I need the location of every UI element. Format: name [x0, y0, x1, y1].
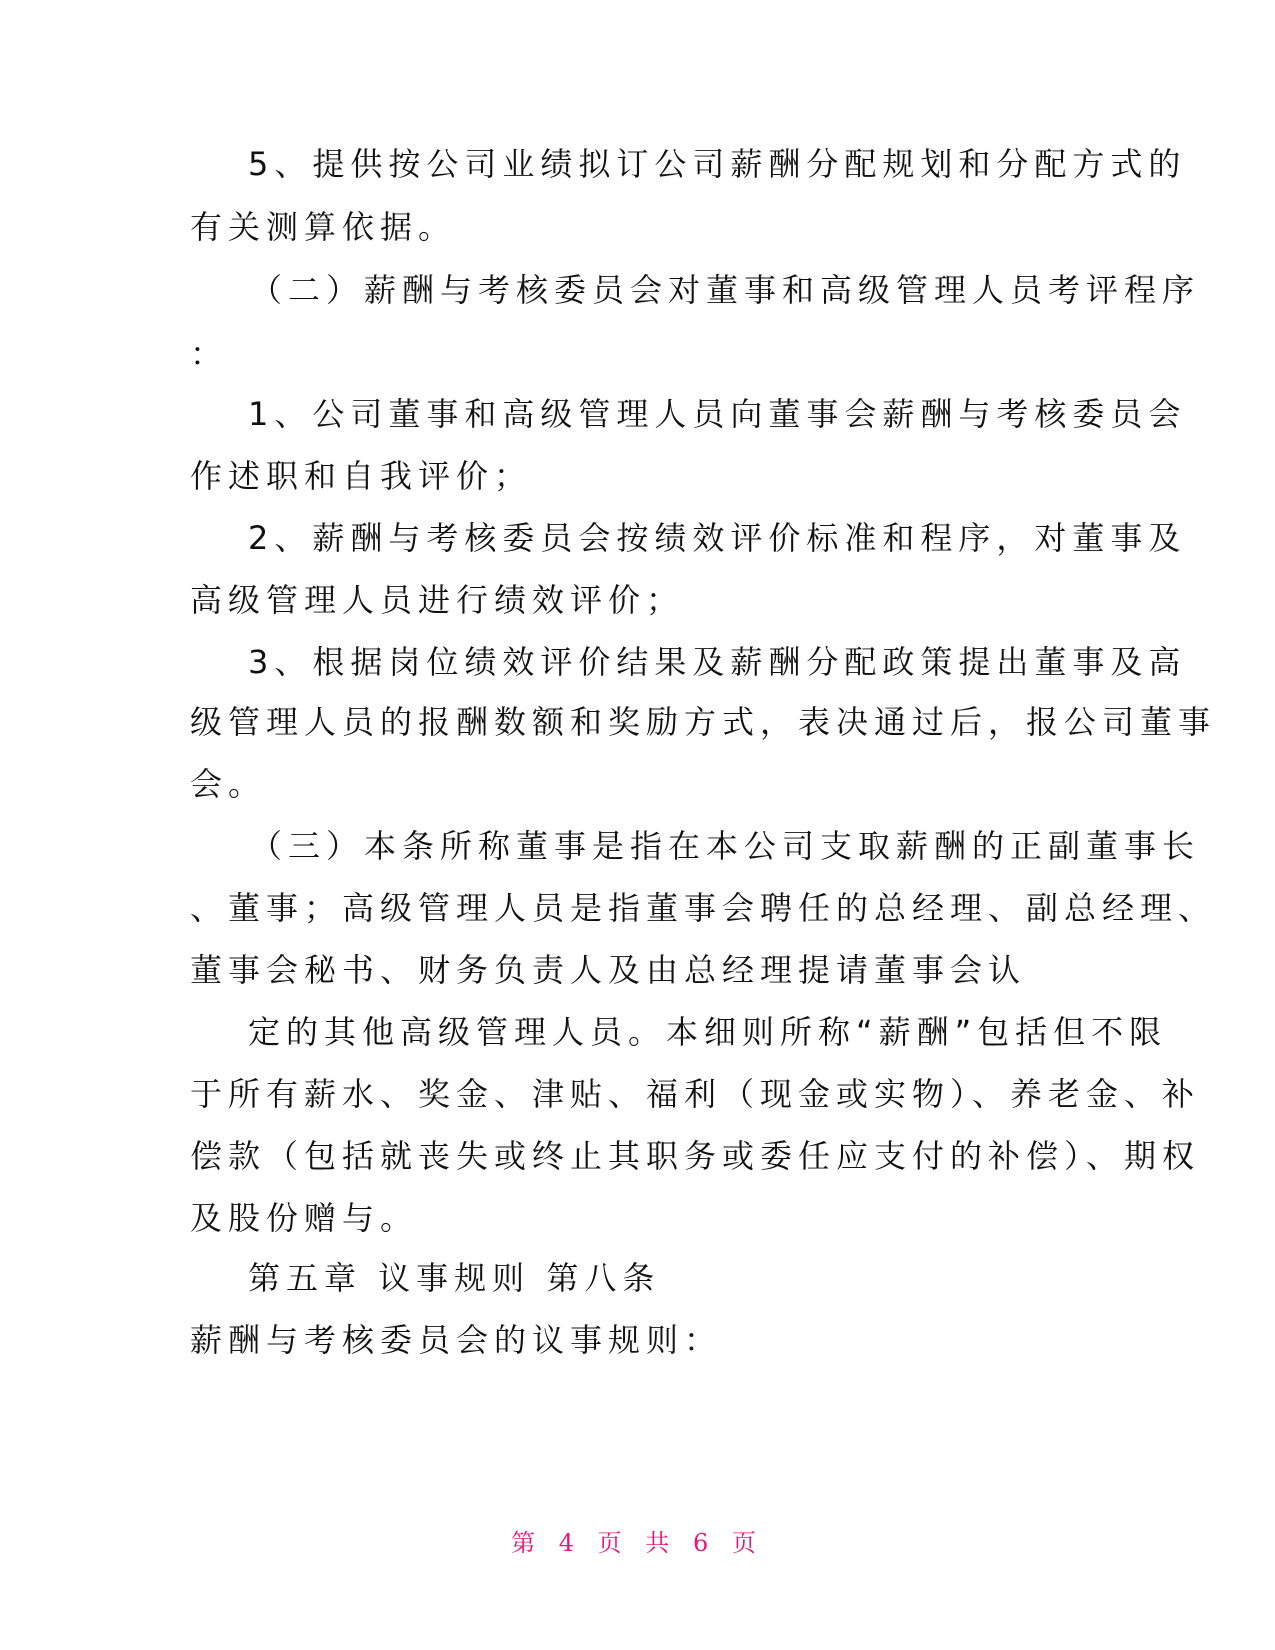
paragraph-line: 级管理人员的报酬数额和奖励方式，表决通过后，报公司董事: [190, 703, 1217, 741]
paragraph-line: 薪酬与考核委员会的议事规则：: [190, 1321, 723, 1359]
paragraph-line: 3、根据岗位绩效评价结果及薪酬分配政策提出董事及高: [248, 643, 1187, 681]
page-number-footer: 第 4 页 共 6 页: [511, 1529, 764, 1557]
paragraph-line: 作述职和自我评价；: [190, 457, 533, 495]
chapter-heading: 第五章 议事规则 第八条: [248, 1259, 661, 1297]
paragraph-line: 1、公司董事和高级管理人员向董事会薪酬与考核委员会: [248, 395, 1187, 433]
paragraph-line: 5、提供按公司业绩拟订公司薪酬分配规划和分配方式的: [248, 145, 1187, 183]
paragraph-line: 有关测算依据。: [190, 208, 457, 246]
paragraph-line: 于所有薪水、奖金、津贴、福利（现金或实物）、养老金、补: [190, 1075, 1201, 1113]
paragraph-line: 、董事；高级管理人员是指董事会聘任的总经理、副总经理、: [190, 889, 1217, 927]
paragraph-line: （三）本条所称董事是指在本公司支取薪酬的正副董事长: [250, 827, 1201, 865]
paragraph-line: 及股份赠与。: [190, 1199, 419, 1237]
paragraph-line: 定的其他高级管理人员。本细则所称“薪酬”包括但不限: [248, 1013, 1168, 1051]
paragraph-line: 2、薪酬与考核委员会按绩效评价标准和程序，对董事及: [248, 519, 1187, 557]
paragraph-line: ：: [190, 335, 229, 373]
paragraph-line: （二）薪酬与考核委员会对董事和高级管理人员考评程序: [250, 271, 1201, 309]
paragraph-line: 高级管理人员进行绩效评价；: [190, 581, 685, 619]
paragraph-line: 偿款（包括就丧失或终止其职务或委任应支付的补偿）、期权: [190, 1137, 1201, 1175]
paragraph-line: 会。: [190, 765, 267, 803]
paragraph-line: 董事会秘书、财务负责人及由总经理提请董事会认: [190, 951, 1027, 989]
